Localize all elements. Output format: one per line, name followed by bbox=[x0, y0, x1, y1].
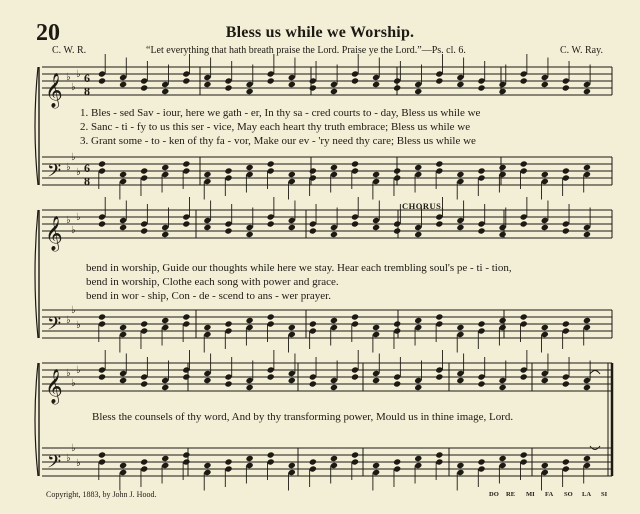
svg-text:𝄢: 𝄢 bbox=[47, 314, 62, 339]
svg-text:♭: ♭ bbox=[66, 72, 71, 83]
verse-2-line-continued: bend in worship, Clothe each song with power and grace. bbox=[86, 276, 339, 288]
solfa-do: DO bbox=[489, 491, 499, 498]
svg-text:♭: ♭ bbox=[71, 378, 76, 389]
solfa-la: LA bbox=[582, 491, 592, 498]
svg-text:♭: ♭ bbox=[76, 212, 81, 223]
svg-text:♭: ♭ bbox=[71, 152, 76, 163]
svg-text:6: 6 bbox=[84, 71, 90, 85]
chorus-text-line: Bless the counsels of thy word, And by thy transforming power, Mould us in thine image, Lord. bbox=[92, 411, 514, 423]
copyright-notice: Copyright, 1883, by John J. Hood. bbox=[46, 490, 157, 499]
hymn-title: Bless us while we Worship. bbox=[225, 24, 415, 41]
svg-text:♭: ♭ bbox=[76, 365, 81, 376]
verse-1-line-continued: bend in worship, Guide our thoughts while here we stay. Hear each trembling soul's pe - ti - tion, bbox=[86, 262, 512, 274]
svg-text:♭: ♭ bbox=[71, 443, 76, 454]
solfa-fa: FA bbox=[545, 491, 554, 498]
svg-text:♭: ♭ bbox=[71, 305, 76, 316]
svg-text:8: 8 bbox=[84, 174, 90, 188]
svg-text:♭: ♭ bbox=[66, 453, 71, 464]
svg-text:6: 6 bbox=[84, 161, 90, 175]
fermata-icon bbox=[590, 371, 600, 450]
solfa-mi: MI bbox=[526, 491, 535, 498]
svg-text:♭: ♭ bbox=[66, 315, 71, 326]
svg-text:𝄞: 𝄞 bbox=[45, 216, 63, 251]
svg-text:♭: ♭ bbox=[66, 215, 71, 226]
svg-text:♭: ♭ bbox=[76, 458, 81, 469]
scripture-quote: “Let everything that hath breath praise the Lord. Praise ye the Lord.”—Ps. cl. 6. bbox=[146, 45, 466, 56]
svg-text:𝄢: 𝄢 bbox=[47, 452, 62, 477]
verse-2-line: 2. Sanc - ti - fy to us this ser - vice, May each heart thy truth embrace; Bless us while we bbox=[80, 121, 471, 133]
bass-clef-icon bbox=[47, 161, 61, 477]
svg-text:♭: ♭ bbox=[76, 320, 81, 331]
words-credit: C. W. R. bbox=[52, 45, 87, 56]
verse-3-line-continued: bend in wor - ship, Con - de - scend to ans - wer prayer. bbox=[86, 290, 331, 302]
svg-text:♭: ♭ bbox=[66, 368, 71, 379]
svg-text:𝄞: 𝄞 bbox=[45, 73, 63, 108]
music-credit: C. W. Ray. bbox=[560, 45, 603, 56]
svg-text:♭: ♭ bbox=[71, 82, 76, 93]
svg-text:8: 8 bbox=[84, 84, 90, 98]
chorus-label: CHORUS. bbox=[402, 201, 444, 211]
solfa-re: RE bbox=[506, 491, 516, 498]
svg-text:𝄢: 𝄢 bbox=[47, 161, 62, 186]
svg-text:♭: ♭ bbox=[71, 225, 76, 236]
verse-1-line: 1. Bles - sed Sav - iour, here we gath - er, In thy sa - cred courts to - day, Bless us while we bbox=[80, 107, 481, 119]
treble-clef-icon bbox=[45, 73, 63, 405]
svg-text:𝄞: 𝄞 bbox=[45, 369, 63, 404]
flat-key-signature-icon bbox=[66, 69, 81, 469]
svg-text:♭: ♭ bbox=[76, 69, 81, 80]
svg-text:♭: ♭ bbox=[66, 162, 71, 173]
hymn-number: 20 bbox=[36, 20, 60, 46]
solfa-so: SO bbox=[564, 491, 573, 498]
svg-text:♭: ♭ bbox=[76, 167, 81, 178]
verse-3-line: 3. Grant some - to - ken of thy fa - vor, Make our ev - 'ry need thy care; Bless us while we bbox=[80, 135, 476, 147]
solfa-si: SI bbox=[601, 491, 608, 498]
